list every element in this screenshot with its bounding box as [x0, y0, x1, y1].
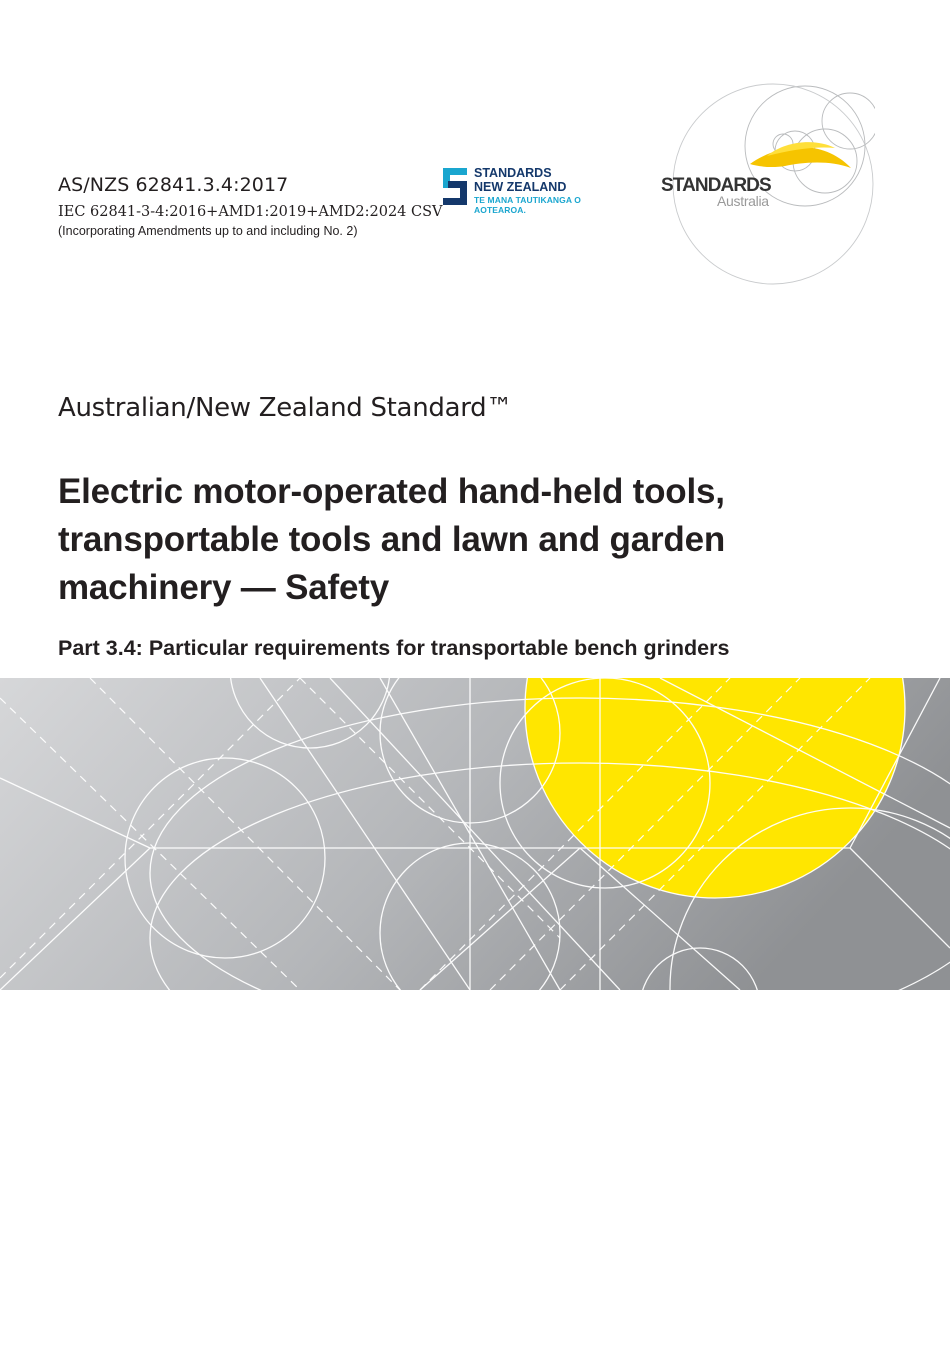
part-title: Part 3.4: Particular requirements for transportable bench grinders [58, 636, 730, 660]
snz-logo-line2: NEW ZEALAND [474, 180, 567, 194]
standard-number: AS/NZS 62841.3.4:2017 [58, 174, 289, 196]
standards-australia-logo [655, 76, 875, 286]
snz-emblem-icon [443, 168, 469, 206]
geometric-pattern-graphic [0, 678, 950, 990]
main-title: Electric motor-operated hand-held tools, transportable tools and lawn and garden machinery — Safety [58, 472, 726, 607]
sa-logo-wordmark: STANDARDS [661, 175, 771, 196]
standards-new-zealand-logo [443, 166, 618, 215]
snz-logo-tagline: TE MANA TAUTIKANGA O AOTEAROA. [474, 195, 581, 215]
snz-logo-line1: STANDARDS [474, 166, 552, 180]
sa-logo-subword: Australia [717, 193, 769, 209]
iec-number: IEC 62841-3-4:2016+AMD1:2019+AMD2:2024 CSV [58, 204, 443, 220]
amendment-note: (Incorporating Amendments up to and including No. 2) [58, 224, 358, 238]
decorative-geometric-band [0, 678, 950, 990]
series-title: Australian/New Zealand Standard™ [58, 393, 513, 423]
